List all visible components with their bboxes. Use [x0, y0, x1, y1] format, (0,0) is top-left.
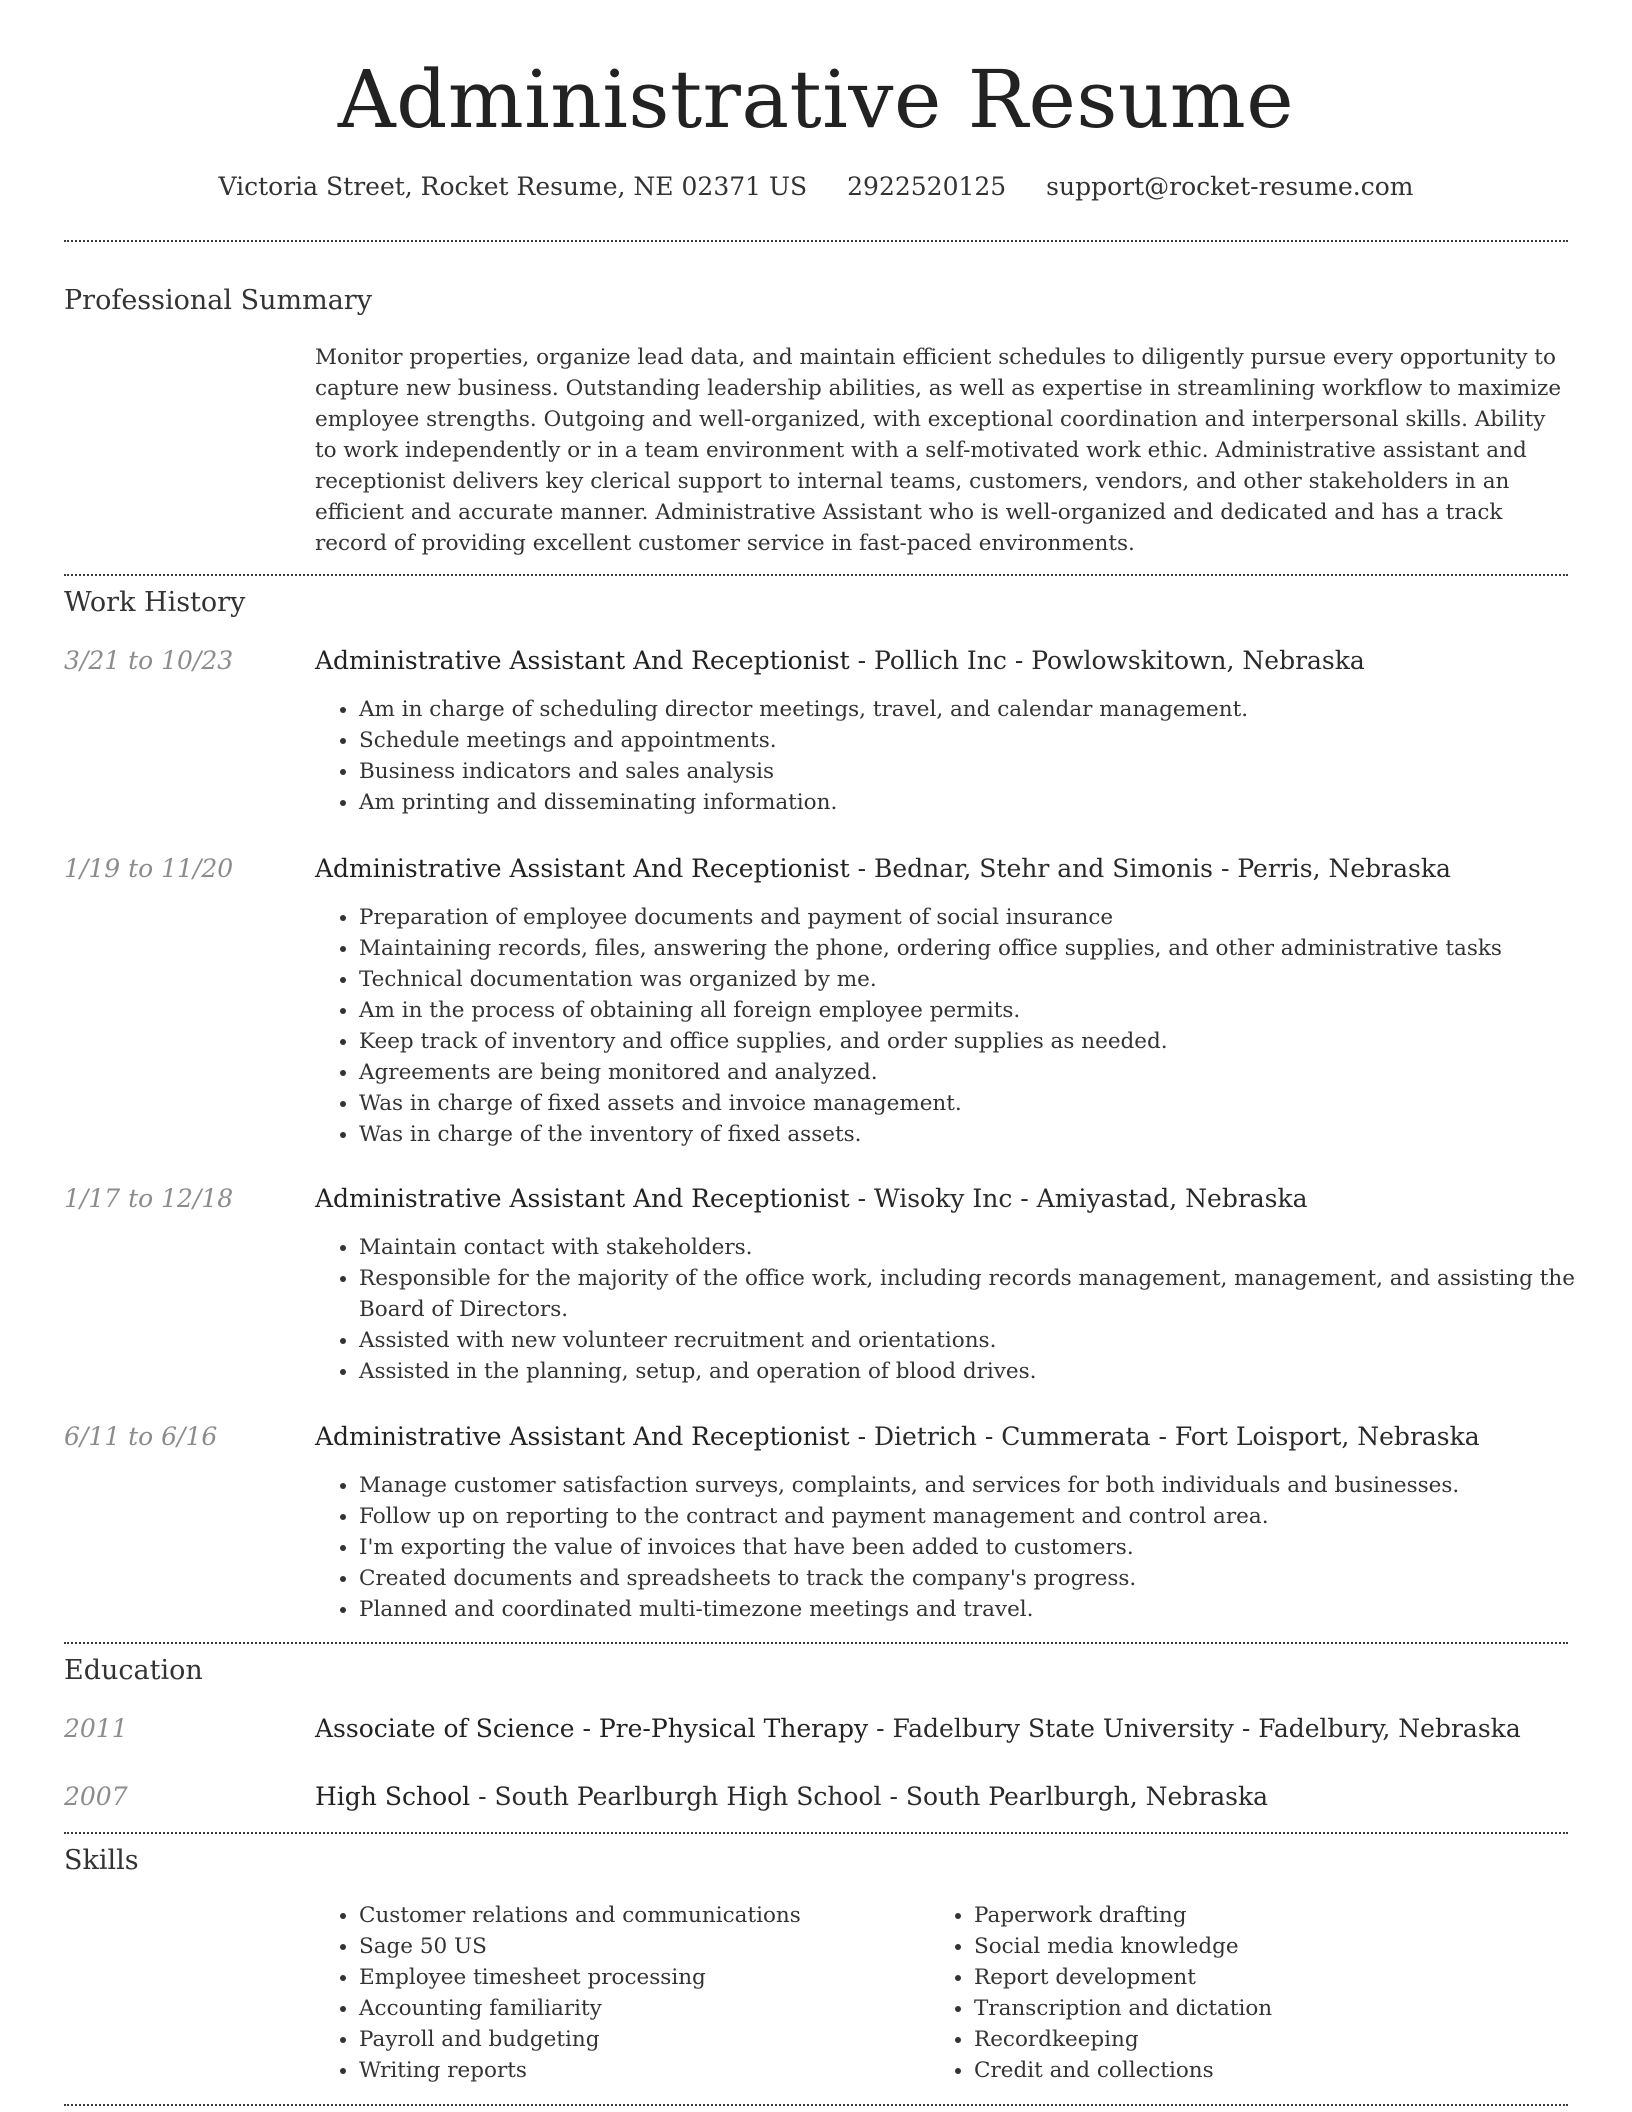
- job-title: [315, 1420, 1480, 1454]
- skills-list-right: [930, 1900, 1272, 2086]
- education-school: - Fadelbury State University - Fadelbury, Nebraska: [868, 1714, 1521, 1743]
- job-bullet: • Schedule meetings and appointments.: [359, 725, 1609, 756]
- job-bullet: • Keep track of inventory and office supplies, and order supplies as needed.: [359, 1026, 1609, 1057]
- job-bullet: • Am in the process of obtaining all foreign employee permits.: [359, 995, 1609, 1026]
- job-title: [315, 852, 1451, 886]
- job-bullet: • Assisted with new volunteer recruitment and orientations.: [359, 1325, 1609, 1356]
- job-bullet: • Agreements are being monitored and analyzed.: [359, 1057, 1609, 1088]
- section-divider: [64, 1642, 1568, 1644]
- contact-line: [0, 170, 1632, 204]
- job-bullet: • Technical documentation was organized by me.: [359, 964, 1609, 995]
- job-bullet: • Business indicators and sales analysis: [359, 756, 1609, 787]
- section-title-skills: Skills: [64, 1845, 139, 1876]
- job-bullet: • Preparation of employee documents and payment of social insurance: [359, 902, 1609, 933]
- skill-item: • Sage 50 US: [359, 1931, 801, 1962]
- job-bullets: [315, 1232, 1609, 1387]
- job-bullet: • Manage customer satisfaction surveys, complaints, and services for both individuals and businesses.: [359, 1470, 1609, 1501]
- job-title: [315, 1182, 1308, 1216]
- section-title-work: Work History: [64, 587, 246, 618]
- job-employer: - Bednar, Stehr and Simonis - Perris, Nebraska: [849, 854, 1451, 883]
- job-bullet: • Assisted in the planning, setup, and operation of blood drives.: [359, 1356, 1609, 1387]
- section-title-summary: Professional Summary: [64, 285, 372, 316]
- job-employer: - Pollich Inc - Powlowskitown, Nebraska: [849, 646, 1365, 675]
- job-bullet: • Am printing and disseminating information.: [359, 787, 1609, 818]
- job-employer: - Wisoky Inc - Amiyastad, Nebraska: [849, 1184, 1308, 1213]
- job-dates: 1/19 to 11/20: [64, 854, 234, 883]
- summary-text: Monitor properties, organize lead data, and maintain efficient schedules to diligently pursue every opportunity to capture new business. Outstanding leadership abilities, as well as expertise in streamlining workflow to maximize employee strengths. Outgoing and well-organized, with exceptional coordination and interpersonal skills. Ability to work independently or in a team environment with a self-motivated work ethic. Administrative assistant and receptionist delivers key clerical support to internal teams, customers, vendors, and other stakeholders in an efficient and accurate manner. Administrative Assistant who is well-organized and dedicated and has a track record of providing excellent customer service in fast-paced environments.: [315, 345, 1562, 556]
- skill-item: • Paperwork drafting: [974, 1900, 1272, 1931]
- skills-list-left: [315, 1900, 801, 2086]
- job-bullet: • Was in charge of the inventory of fixed assets.: [359, 1119, 1609, 1150]
- job-bullets: [315, 694, 1609, 818]
- job-employer: - Dietrich - Cummerata - Fort Loisport, Nebraska: [849, 1422, 1480, 1451]
- job-bullet: • I'm exporting the value of invoices that have been added to customers.: [359, 1532, 1609, 1563]
- job-bullet: • Planned and coordinated multi-timezone meetings and travel.: [359, 1594, 1609, 1625]
- job-role: Administrative Assistant And Receptionist: [315, 646, 850, 675]
- education-year: 2011: [64, 1714, 128, 1743]
- skill-item: • Social media knowledge: [974, 1931, 1272, 1962]
- job-role: Administrative Assistant And Receptionist: [315, 854, 850, 883]
- section-divider: [64, 574, 1568, 576]
- resume-name: Administrative Resume: [337, 53, 1295, 146]
- contact-address: Victoria Street, Rocket Resume, NE 02371 US: [218, 172, 808, 201]
- skill-item: • Credit and collections: [974, 2055, 1272, 2086]
- job-bullet: • Was in charge of fixed assets and invoice management.: [359, 1088, 1609, 1119]
- job-dates: 3/21 to 10/23: [64, 646, 234, 675]
- job-bullet: • Maintain contact with stakeholders.: [359, 1232, 1609, 1263]
- section-divider: [64, 240, 1568, 242]
- job-title: [315, 644, 1365, 678]
- job-bullets: [315, 1470, 1609, 1625]
- education-degree: High School: [315, 1782, 471, 1811]
- education-degree: Associate of Science - Pre-Physical Therapy: [315, 1714, 869, 1743]
- job-bullets: [315, 902, 1609, 1150]
- job-bullet: • Responsible for the majority of the office work, including records management, management, and assisting the Board of Directors.: [359, 1263, 1609, 1325]
- job-dates: 6/11 to 6/16: [64, 1422, 218, 1451]
- section-divider: [64, 2104, 1568, 2106]
- job-role: Administrative Assistant And Receptionist: [315, 1184, 850, 1213]
- job-bullet: • Created documents and spreadsheets to track the company's progress.: [359, 1563, 1609, 1594]
- education-year: 2007: [64, 1782, 128, 1811]
- education-entry: [315, 1712, 1521, 1746]
- contact-email: support@rocket-resume.com: [1046, 172, 1414, 201]
- skill-item: • Recordkeeping: [974, 2024, 1272, 2055]
- education-school: - South Pearlburgh High School - South Pearlburgh, Nebraska: [470, 1782, 1269, 1811]
- skill-item: • Payroll and budgeting: [359, 2024, 801, 2055]
- job-bullet: • Follow up on reporting to the contract and payment management and control area.: [359, 1501, 1609, 1532]
- job-role: Administrative Assistant And Receptionist: [315, 1422, 850, 1451]
- skill-item: • Transcription and dictation: [974, 1993, 1272, 2024]
- section-title-education: Education: [64, 1655, 203, 1686]
- skill-item: • Report development: [974, 1962, 1272, 1993]
- skill-item: • Accounting familiarity: [359, 1993, 801, 2024]
- contact-phone: 2922520125: [847, 172, 1007, 201]
- skill-item: • Customer relations and communications: [359, 1900, 801, 1931]
- job-bullet: • Am in charge of scheduling director meetings, travel, and calendar management.: [359, 694, 1609, 725]
- job-dates: 1/17 to 12/18: [64, 1184, 234, 1213]
- section-divider: [64, 1832, 1568, 1834]
- skill-item: • Writing reports: [359, 2055, 801, 2086]
- job-bullet: • Maintaining records, files, answering the phone, ordering office supplies, and other administrative tasks: [359, 933, 1609, 964]
- education-entry: [315, 1780, 1268, 1814]
- skill-item: • Employee timesheet processing: [359, 1962, 801, 1993]
